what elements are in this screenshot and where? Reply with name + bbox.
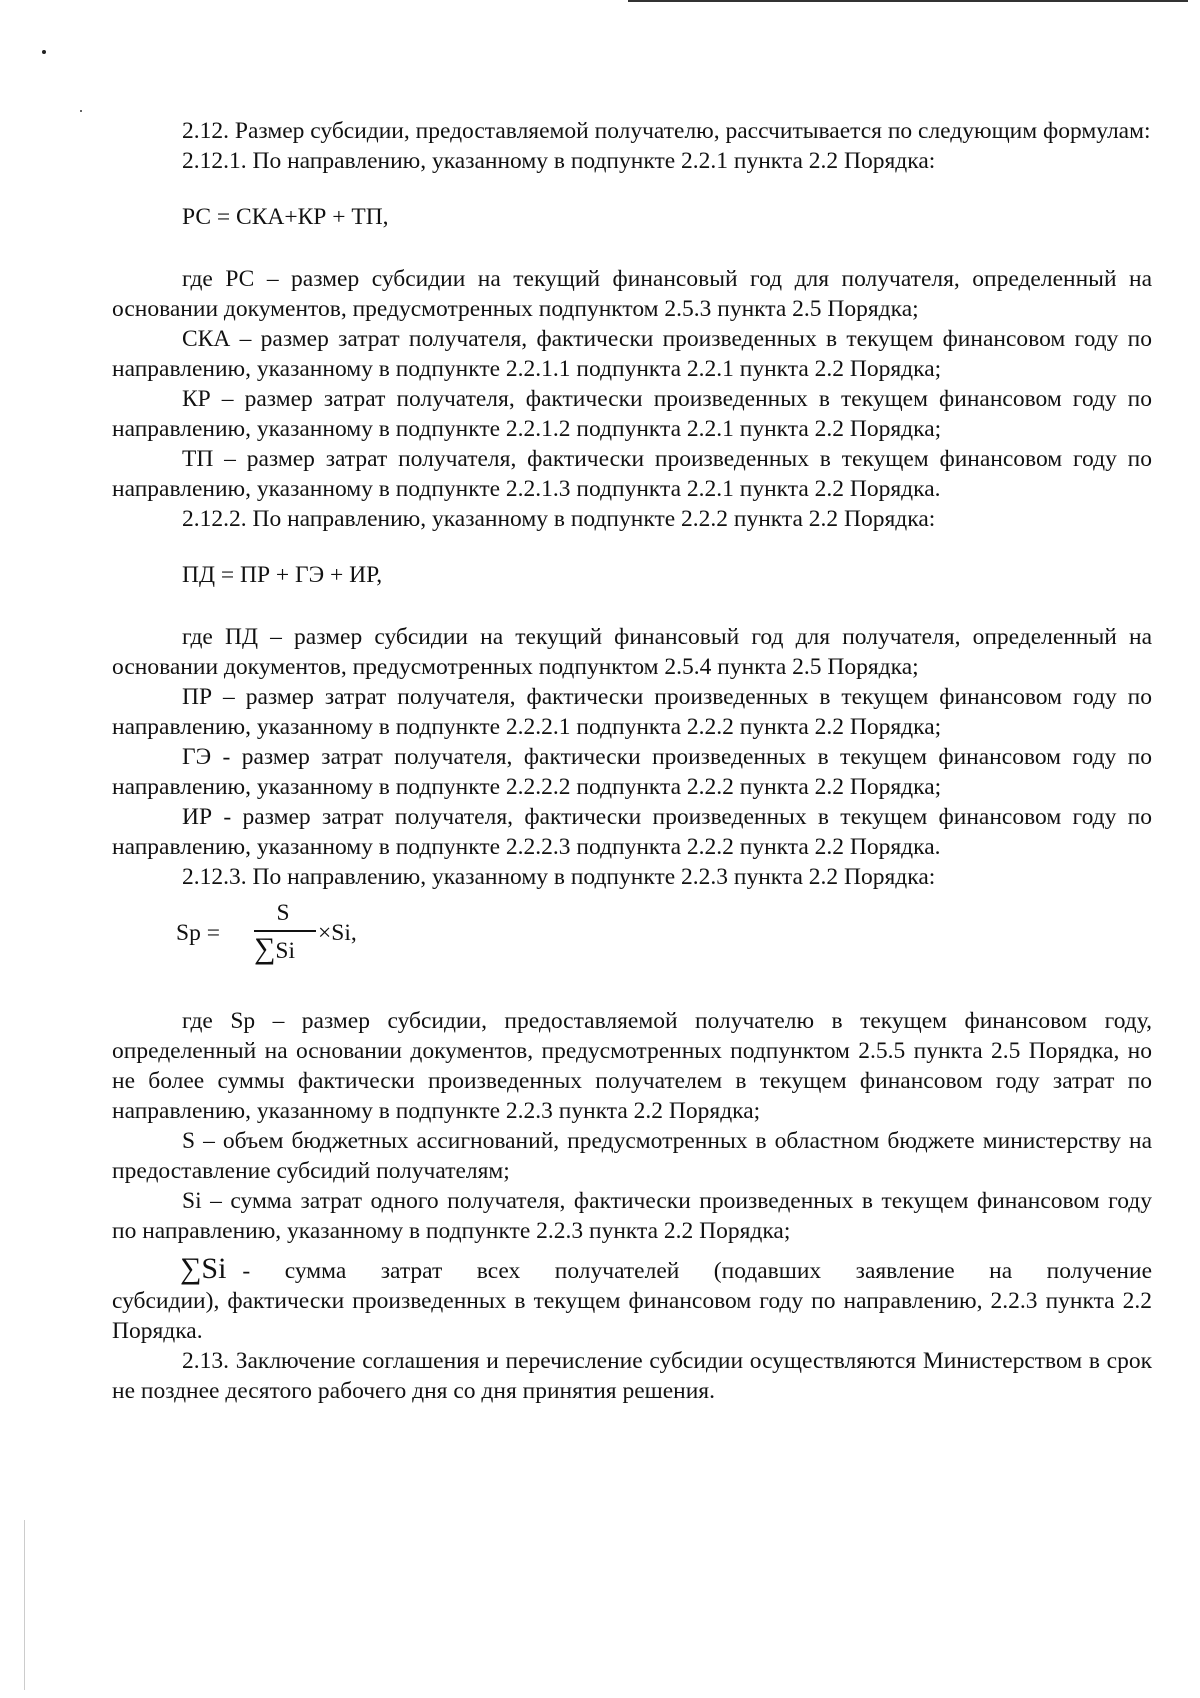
paragraph-2-12-2: 2.12.2. По направлению, указанному в подпункте 2.2.2 пункта 2.2 Порядка: xyxy=(182,506,936,532)
definition-ir: ИР - размер затрат получателя, фактически произведенных в текущем финансовом году по направлению, указанному в подпункте 2.2.2.3 подпункта 2.2.2 пункта 2.2 Порядка. xyxy=(112,804,1152,860)
formula-pd: ПД = ПР + ГЭ + ИР, xyxy=(182,562,383,588)
definition-sp: где Sp – размер субсидии, предоставляемой получателю в текущем финансовом году, определенный на основании документов, предусмотренных подпунктом 2.5.5 пункта 2.5 Порядка, но не более суммы фактически произведенных получателем в текущем финансовом году затрат по направлению, указанному в подпункте 2.2.3 пункта 2.2 Порядка; xyxy=(112,1008,1152,1124)
definition-pd: где ПД – размер субсидии на текущий финансовый год для получателя, определенный на основании документов, предусмотренных подпунктом 2.5.4 пункта 2.5 Порядка; xyxy=(112,624,1152,680)
paragraph-2-12: 2.12. Размер субсидии, предоставляемой получателю, рассчитывается по следующим формулам: xyxy=(182,118,1151,144)
formula-sp-denominator xyxy=(254,934,295,966)
document-body xyxy=(112,116,1152,1406)
definition-rs: где РС – размер субсидии на текущий финансовый год для получателя, определенный на основании документов, предусмотренных подпунктом 2.5.3 пункта 2.5 Порядка; xyxy=(112,266,1152,322)
scan-edge-line xyxy=(24,1520,25,1690)
paragraph-2-13: 2.13. Заключение соглашения и перечисление субсидии осуществляются Министерством в срок не позднее десятого рабочего дня со дня принятия решения. xyxy=(112,1348,1152,1404)
denominator-si: Si xyxy=(275,938,295,964)
definition-si: Si – сумма затрат одного получателя, фактически произведенных в текущем финансовом году по направлению, указанному в подпункте 2.2.3 пункта 2.2 Порядка; xyxy=(112,1188,1152,1244)
formula-sp xyxy=(176,898,1152,970)
definition-ska: СКА – размер затрат получателя, фактически произведенных в текущем финансовом году по направлению, указанному в подпункте 2.2.1.1 подпункта 2.2.1 пункта 2.2 Порядка; xyxy=(112,326,1152,382)
definition-sum-si-text: - сумма затрат всех получателей (подавших заявление на получение xyxy=(242,1258,1152,1284)
scan-speck xyxy=(80,110,82,112)
definition-s: S – объем бюджетных ассигнований, предусмотренных в областном бюджете министерству на предоставление субсидий получателям; xyxy=(112,1128,1152,1184)
sigma-symbol: ∑ xyxy=(254,932,276,965)
paragraph-2-12-1: 2.12.1. По направлению, указанному в подпункте 2.2.1 пункта 2.2 Порядка: xyxy=(182,148,936,174)
sum-si-symbol: ∑Si xyxy=(180,1252,227,1285)
top-border-line xyxy=(628,0,1188,2)
formula-sp-rhs: ×Si, xyxy=(318,920,357,946)
formula-rs: РС = СКА+КР + ТП, xyxy=(182,204,389,230)
definition-pr: ПР – размер затрат получателя, фактически произведенных в текущем финансовом году по направлению, указанному в подпункте 2.2.2.1 подпункта 2.2.2 пункта 2.2 Порядка; xyxy=(112,684,1152,740)
scan-speck xyxy=(42,50,46,54)
definition-sum-si-continuation: субсидии), фактически произведенных в текущем финансовом году по направлению, 2.2.3 пункта 2.2 Порядка. xyxy=(112,1288,1152,1344)
definition-sum-si-first-line xyxy=(112,1254,1152,1286)
definition-tp: ТП – размер затрат получателя, фактически произведенных в текущем финансовом году по направлению, указанному в подпункте 2.2.1.3 подпункта 2.2.1 пункта 2.2 Порядка. xyxy=(112,446,1152,502)
formula-sp-numerator: S xyxy=(276,900,290,926)
paragraph-2-12-3: 2.12.3. По направлению, указанному в подпункте 2.2.3 пункта 2.2 Порядка: xyxy=(182,864,936,890)
formula-sp-lhs: Sp = xyxy=(176,920,220,946)
definition-ge: ГЭ - размер затрат получателя, фактически произведенных в текущем финансовом году по направлению, указанному в подпункте 2.2.2.2 подпункта 2.2.2 пункта 2.2 Порядка; xyxy=(112,744,1152,800)
definition-kr: КР – размер затрат получателя, фактически произведенных в текущем финансовом году по направлению, указанному в подпункте 2.2.1.2 подпункта 2.2.1 пункта 2.2 Порядка; xyxy=(112,386,1152,442)
